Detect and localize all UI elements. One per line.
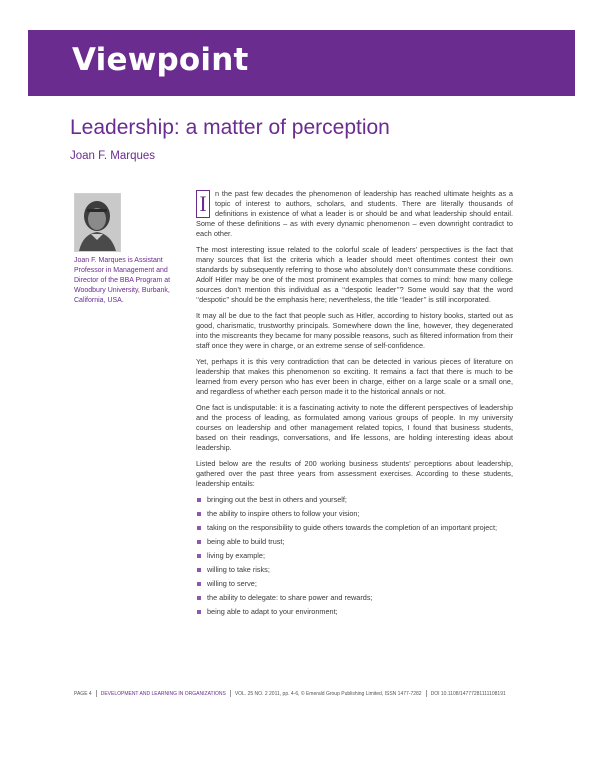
paragraph-intro [196,189,513,239]
viewpoint-banner [28,30,575,96]
list-item: taking on the responsibility to guide others towards the completion of an important project; [196,523,513,533]
paragraph-intro-text: n the past few decades the phenomenon of leadership has reached ultimate heights as a topic of interest to authors, scholars, and students. There are literally thousands of definitions in existence of what a leader is or should be and what leadership should entail. Some of these definitions – as with every dynamic phenomenon – even downright contradict to each other. [196,189,513,238]
footer-divider [96,690,97,697]
footer-divider [426,690,427,697]
banner-title: Viewpoint [72,42,249,78]
list-item: bringing out the best in others and yourself; [196,495,513,505]
paragraph-5: One fact is undisputable: it is a fascinating activity to note the different perspectives of leadership and the process of leading, as formulated among various groups of people. In my university courses on leadership and other management related topics, I found that business students, based on their readings, conversations, and life lessons, are holding interesting ideas about leadership. [196,403,513,452]
leadership-bullet-list [196,495,513,617]
list-item: the ability to delegate: to share power and rewards; [196,593,513,603]
doi: DOI 10.1108/14777281111108191 [430,690,506,697]
page-number: PAGE 4 [74,690,92,697]
article-body [196,189,513,621]
author-photo [74,193,121,252]
list-item: the ability to inspire others to follow your vision; [196,509,513,519]
journal-name: DEVELOPMENT AND LEARNING IN ORGANIZATIONS [100,690,226,697]
list-item: living by example; [196,551,513,561]
drop-cap: I [196,190,210,218]
page-footer [74,690,534,697]
list-item: being able to adapt to your environment; [196,607,513,617]
paragraph-6: Listed below are the results of 200 working business students’ perceptions about leadership, gathered over the past three years from assessment exercises. According to these students, leadership entails: [196,459,513,488]
footer-divider [230,690,231,697]
paragraph-2: The most interesting issue related to the colorful scale of leaders’ perspectives is the fact that many sources that list the criteria which a leader should meet oftentimes contest their own standards by subsequently referring to those who absolutely don’t consummate these conditions. Adolf Hitler may be one of the most prominent examples that comes to mind: how many college sources don’t mention this individual as a ‘‘despotic leader’’? Some would say that the word ‘‘despotic’’ should be the emphasis here; nevertheless, the title ‘‘leader’’ is still incorporated. [196,245,513,304]
author-bio: Joan F. Marques is Assistant Professor in Management and Director of the BBA Program at Woodbury University, Burbank, California, USA. [74,257,171,304]
list-item: being able to build trust; [196,537,513,547]
author-name: Joan F. Marques [70,150,156,162]
volume-info: VOL. 25 NO. 2 2011, pp. 4-6, © Emerald Group Publishing Limited, ISSN 1477-7282 [234,690,422,697]
paragraph-3: It may all be due to the fact that people such as Hitler, according to history books, started out as good, charismatic, trustworthy principals. Somewhere down the line, however, they degenerated into the miscreants they became for many possible reasons, such as filtered information from their staff once they were in charge, or an extreme sense of self-confidence. [196,311,513,350]
list-item: willing to take risks; [196,565,513,575]
article-title: Leadership: a matter of perception [70,116,390,139]
list-item: willing to serve; [196,579,513,589]
paragraph-4: Yet, perhaps it is this very contradiction that can be detected in various pieces of literature on leadership that makes this phenomenon so exciting. It remains a fact that there is much to be learned from every person who has ever been in charge, either on a large scale or a small one, and regardless of whether each person made it to the historical annals or not. [196,357,513,396]
